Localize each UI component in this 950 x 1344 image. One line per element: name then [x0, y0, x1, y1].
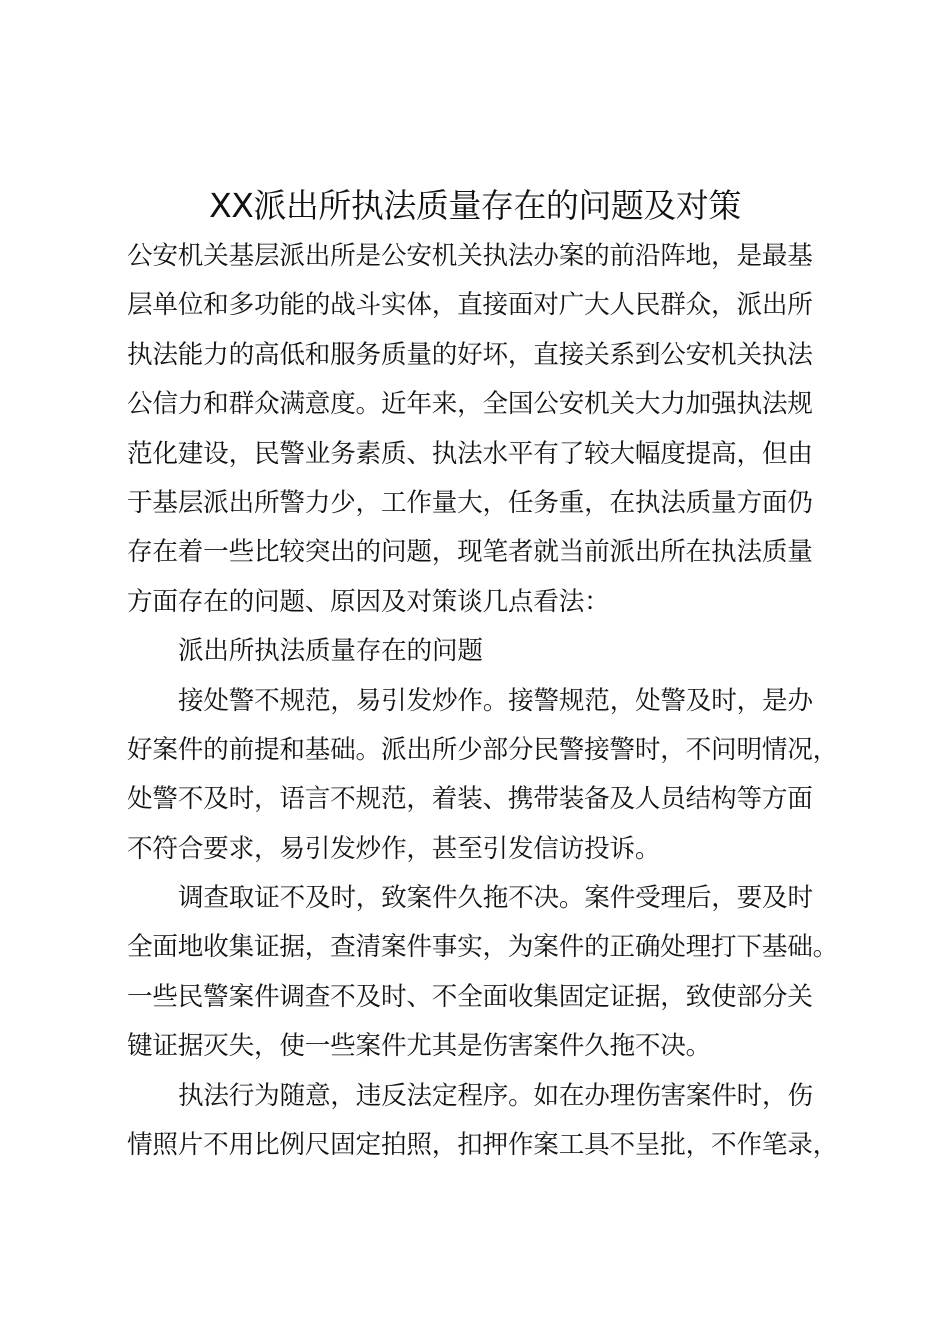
- text-line: 执法能力的高低和服务质量的好坏，直接关系到公安机关执法: [127, 339, 813, 370]
- text-line: 情照片不用比例尺固定拍照，扣押作案工具不呈批，不作笔录，: [127, 1130, 839, 1161]
- text-line: 于基层派出所警力少，工作量大，任务重，在执法质量方面仍: [127, 487, 813, 518]
- text-line: 执法行为随意，违反法定程序。如在办理伤害案件时，伤: [178, 1080, 813, 1111]
- text-line: 存在着一些比较突出的问题，现笔者就当前派出所在执法质量: [127, 537, 813, 568]
- text-line: 全面地收集证据，查清案件事实，为案件的正确处理打下基础。: [127, 932, 839, 963]
- text-line: 好案件的前提和基础。派出所少部分民警接警时，不问明情况，: [127, 734, 839, 765]
- text-line: 处警不及时，语言不规范，着装、携带装备及人员结构等方面: [127, 784, 813, 815]
- text-line: 公信力和群众满意度。近年来，全国公安机关大力加强执法规: [127, 389, 813, 420]
- section-heading: 派出所执法质量存在的问题: [178, 636, 483, 667]
- document-body: [127, 232, 867, 1170]
- text-line: 一些民警案件调查不及时、不全面收集固定证据，致使部分关: [127, 981, 813, 1012]
- text-line: 键证据灭失，使一些案件尤其是伤害案件久拖不决。: [127, 1031, 712, 1062]
- text-line: 接处警不规范，易引发炒作。接警规范，处警及时，是办: [178, 685, 813, 716]
- text-line: 范化建设，民警业务素质、执法水平有了较大幅度提高，但由: [127, 438, 813, 469]
- text-line: 公安机关基层派出所是公安机关执法办案的前沿阵地，是最基: [127, 241, 813, 271]
- document-title: XX派出所执法质量存在的问题及对策: [209, 186, 741, 225]
- text-line: 层单位和多功能的战斗实体，直接面对广大人民群众，派出所: [127, 290, 813, 321]
- text-line: 不符合要求，易引发炒作，甚至引发信访投诉。: [127, 833, 661, 864]
- text-line: 调查取证不及时，致案件久拖不决。案件受理后，要及时: [178, 883, 813, 914]
- text-line: 方面存在的问题、原因及对策谈几点看法：: [127, 586, 610, 617]
